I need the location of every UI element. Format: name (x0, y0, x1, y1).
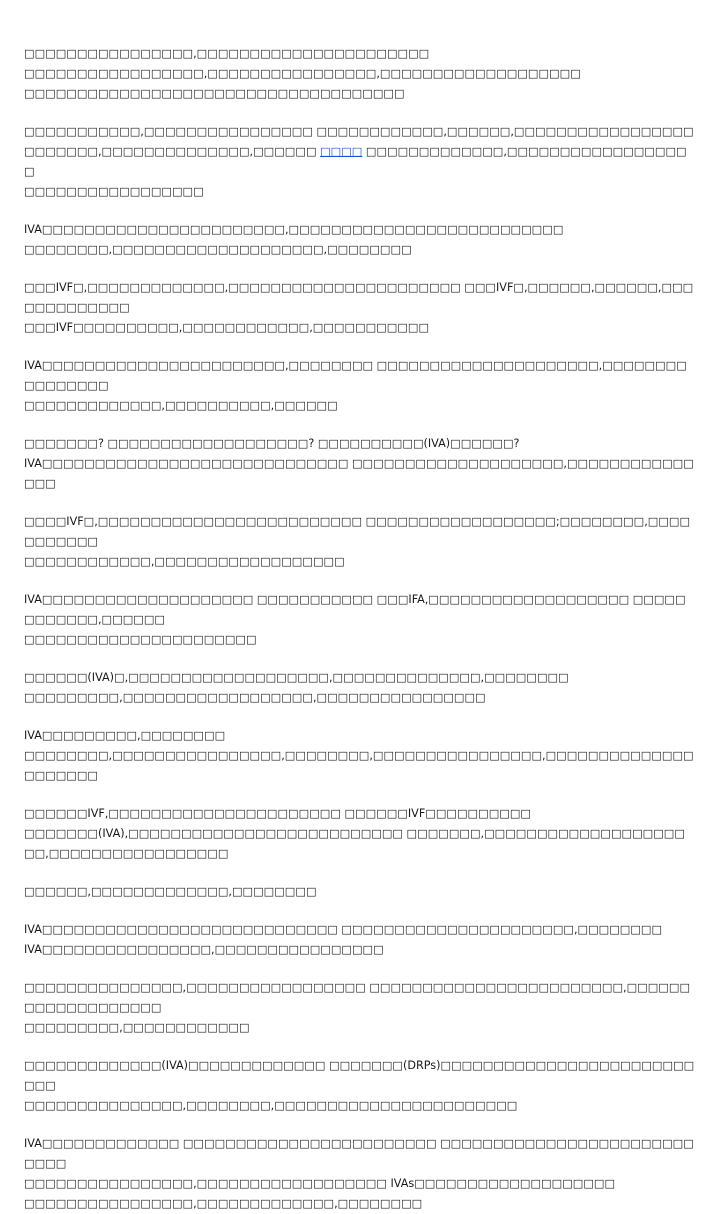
paragraph (24, 668, 696, 708)
text-line: IVA□□□□□□□□□,□□□□□□□□ (24, 729, 226, 742)
text-line: IVA□□□□□□□□□□□□□□□□□□□□□□□,□□□□□□□□ □□□□□□□□□□□□□□□□□□□□□,□□□□□□□□□□□□□□□□ (24, 359, 687, 392)
text-line: □□□IVF□□□□□□□□□□,□□□□□□□□□□□□,□□□□□□□□□□□ (24, 321, 430, 334)
text-line: □□□□□□(IVA)□,□□□□□□□□□□□□□□□□□□□,□□□□□□□□□□□□□□,□□□□□□□□ (24, 671, 569, 684)
text-line: □□□IVF□,□□□□□□□□□□□□□,□□□□□□□□□□□□□□□□□□□□□□ □□□IVF□,□□□□□□,□□□□□□,□□□□□□□□□□□□□ (24, 281, 694, 314)
text-line: □□□□□□□□□□□□□,□□□□□□□□□□,□□□□□□ (24, 399, 338, 412)
text-line: IVA□□□□□□□□□□□□□□□□□□□□□□□,□□□□□□□□□□□□□□□□□□□□□□□□□□ (24, 223, 564, 236)
text-line: □□□□□□□□,□□□□□□□□□□□□□□□□□□□□,□□□□□□□□ (24, 243, 412, 256)
text-line: IVA□□□□□□□□□□□□□□□□□□□□ □□□□□□□□□□□ □□□IFA,□□□□□□□□□□□□□□□□□□□ □□□□□□□□□□□□,□□□□□□ (24, 593, 686, 626)
text-line: □□□□□□□□□□□□□□□□,□□□□□□□□□□□□□□□□□□ IVAs□□□□□□□□□□□□□□□□□□□ (24, 1177, 616, 1190)
paragraph (24, 804, 696, 864)
paragraph (24, 978, 696, 1038)
text-line: □□□□□□□□□□□,□□□□□□□□□□□□□□□□ □□□□□□□□□□□□,□□□□□□,□□□□□□□□□□□□□□□□□ (24, 125, 694, 138)
text-line: IVA□□□□□□□□□□□□□□□□□□□□□□□□□□□□□ □□□□□□□□□□□□□□□□□□□□,□□□□□□□□□□□□□□□ (24, 457, 694, 490)
paragraph (24, 122, 696, 202)
paragraph (24, 1056, 696, 1116)
text-line: □□□□□□□□□□□□□□□□,□□□□□□□□□□□□□□□□□□□□□□ (24, 47, 430, 60)
text-line: □□□□IVF□,□□□□□□□□□□□□□□□□□□□□□□□□□ □□□□□□□□□□□□□□□□□□;□□□□□□□□,□□□□□□□□□□□ (24, 515, 691, 548)
paragraph (24, 882, 696, 902)
text-line (24, 142, 696, 182)
text-line: IVA□□□□□□□□□□□□□ □□□□□□□□□□□□□□□□□□□□□□□□ □□□□□□□□□□□□□□□□□□□□□□□□□□□□ (24, 1137, 694, 1170)
text-line: □□□□□□□□□,□□□□□□□□□□□□ (24, 1021, 250, 1034)
text-line: □□□□□□□□□□□□□□□□,□□□□□□□□□□□□□,□□□□□□□□ (24, 1197, 423, 1210)
inline-link[interactable]: □□□□ (320, 145, 363, 158)
text-segment: □□□□□□□,□□□□□□□□□□□□□□,□□□□□□ (24, 145, 321, 158)
text-line: □□□□□□□(IVA),□□□□□□□□□□□□□□□□□□□□□□□□□□ □□□□□□□,□□□□□□□□□□□□□□□□□□□ (24, 827, 685, 840)
text-line: □□□□□□□□□□□□□□□□□□□□□□ (24, 633, 257, 646)
text-line: □□□□□□□□□□□□□□□□□ (24, 185, 204, 198)
text-line: □□,□□□□□□□□□□□□□□□□□ (24, 847, 229, 860)
paragraph (24, 512, 696, 572)
text-line: □□□□□□□□□□□□□□□,□□□□□□□□,□□□□□□□□□□□□□□□□□□□□□□□ (24, 1099, 518, 1112)
paragraph (24, 434, 696, 494)
paragraph (24, 920, 696, 960)
text-line: □□□□□□□□,□□□□□□□□□□□□□□□□,□□□□□□□□,□□□□□□□□□□□□□□□□,□□□□□□□□□□□□□□□□□□□□□ (24, 749, 694, 782)
paragraph (24, 220, 696, 260)
text-line: □□□□□□□□□□□□□□□□□□□□□□□□□□□□□□□□□□□□ (24, 87, 405, 100)
text-line: □□□□□□□□□□□□□□□,□□□□□□□□□□□□□□□□□ □□□□□□□□□□□□□□□□□□□□□□□□,□□□□□□□□□□□□□□□□□□□ (24, 981, 691, 1014)
paragraph (24, 278, 696, 338)
text-line: □□□□□□□□□□□□□□□□□,□□□□□□□□□□□□□□□□,□□□□□□□□□□□□□□□□□□□ (24, 67, 581, 80)
paragraph (24, 44, 696, 104)
paragraph (24, 590, 696, 650)
text-line: IVA□□□□□□□□□□□□□□□□,□□□□□□□□□□□□□□□□ (24, 943, 384, 956)
text-segment: □□□□□□□□□□□□□,□□□□□□□□□□□□□□□□□□ (24, 145, 687, 178)
paragraph (24, 356, 696, 416)
text-line: □□□□□□,□□□□□□□□□□□□□,□□□□□□□□ (24, 885, 317, 898)
paragraph (24, 726, 696, 786)
text-line: □□□□□□□□□□□□,□□□□□□□□□□□□□□□□□□ (24, 555, 345, 568)
text-line: □□□□□□□? □□□□□□□□□□□□□□□□□□□? □□□□□□□□□□(IVA)□□□□□□? (24, 437, 520, 450)
text-line: IVA□□□□□□□□□□□□□□□□□□□□□□□□□□□□ □□□□□□□□□□□□□□□□□□□□□□,□□□□□□□□ (24, 923, 663, 936)
text-line: □□□□□□□□□,□□□□□□□□□□□□□□□□□□,□□□□□□□□□□□□□□□□ (24, 691, 486, 704)
text-line: □□□□□□□□□□□□□(IVA)□□□□□□□□□□□□□ □□□□□□□(DRPs)□□□□□□□□□□□□□□□□□□□□□□□□□□□ (24, 1059, 695, 1092)
paragraph (24, 1134, 696, 1214)
text-line: □□□□□□IVF,□□□□□□□□□□□□□□□□□□□□□□ □□□□□□IVF□□□□□□□□□□ (24, 807, 531, 820)
